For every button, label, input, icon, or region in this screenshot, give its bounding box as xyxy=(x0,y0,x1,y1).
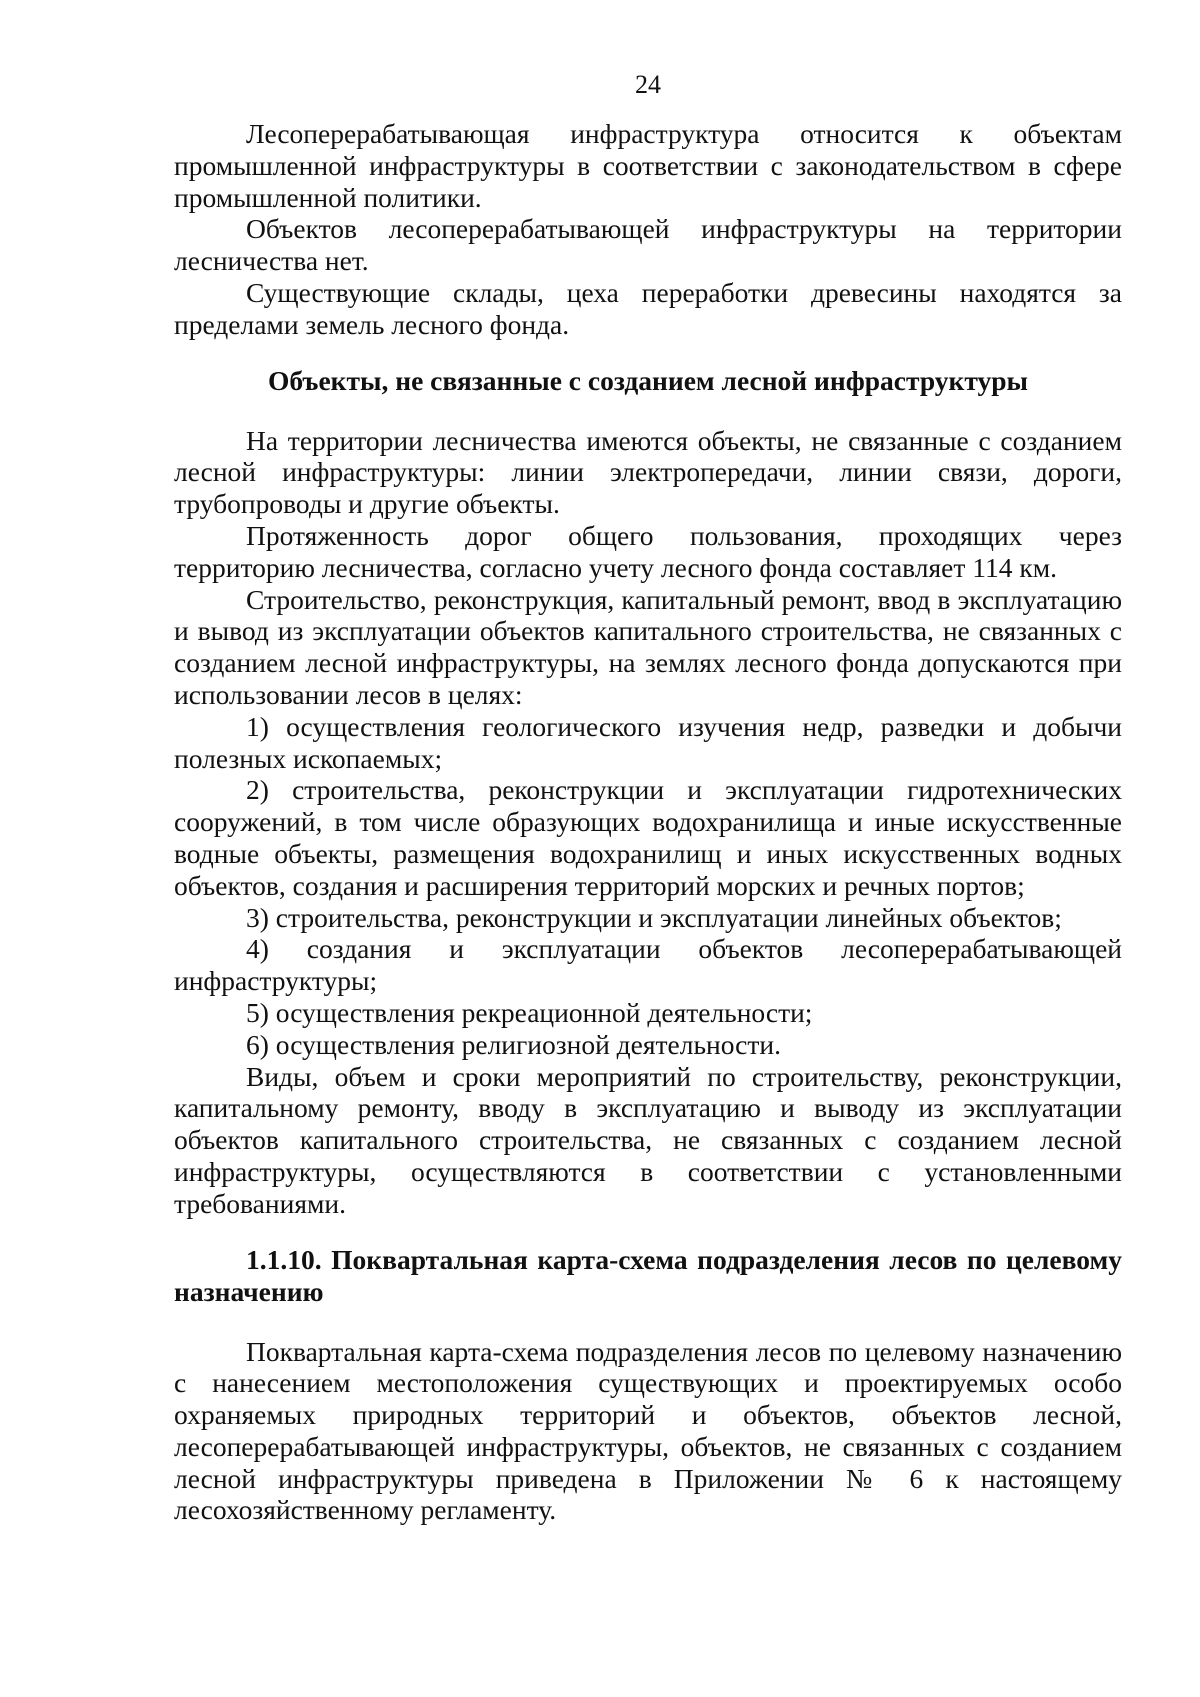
section-heading xyxy=(174,1244,1122,1308)
list-item: 2) строительства, реконструкции и эксплуатации гидротехнических сооружений, в том числе образующих водохранилища и иные искусственные водные объекты, размещения водохранилищ и иных искусственных водных объектов, создания и расширения территорий морских и речных портов; xyxy=(174,774,1122,901)
list-item: 4) создания и эксплуатации объектов лесоперерабатывающей инфраструктуры; xyxy=(174,933,1122,997)
paragraph: Строительство, реконструкция, капитальный ремонт, ввод в эксплуатацию и вывод из эксплуатации объектов капитального строительства, не связанных с созданием лесной инфраструктуры, на землях лесного фонда допускаются при использовании лесов в целях: xyxy=(174,583,1122,710)
paragraph: Поквартальная карта-схема подразделения лесов по целевому назначению с нанесением местоположения существующих и проектируемых особо охраняемых природных территорий и объектов, объектов лесной, лесоперерабатывающей инфраструктуры, объектов, не связанных с созданием лесной инфраструктуры приведена в Приложении № 6 к настоящему лесохозяйственному регламенту. xyxy=(174,1335,1122,1526)
paragraph: Объектов лесоперерабатывающей инфраструктуры на территории лесничества нет. xyxy=(174,213,1122,277)
subsection-heading: Объекты, не связанные с созданием лесной инфраструктуры xyxy=(267,364,1029,396)
paragraph: На территории лесничества имеются объекты, не связанные с созданием лесной инфраструктуры: линии электропередачи, линии связи, дороги, трубопроводы и другие объекты. xyxy=(174,424,1122,520)
section-number: 1.1.10. xyxy=(246,1243,322,1275)
document-page xyxy=(174,70,1122,1526)
list-item: 5) осуществления рекреационной деятельности; xyxy=(246,996,813,1028)
paragraph: Лесоперерабатывающая инфраструктура относится к объектам промышленной инфраструктуры в соответствии с законодательством в сфере промышленной политики. xyxy=(174,118,1122,213)
section-title: Поквартальная карта-схема подразделения лесов по целевому назначению xyxy=(174,1243,1122,1307)
list-item: 6) осуществления религиозной деятельности. xyxy=(246,1028,781,1060)
paragraph: Протяженность дорог общего пользования, проходящих через территорию лесничества, согласно учету лесного фонда составляет 114 км. xyxy=(174,519,1122,583)
paragraph: Существующие склады, цеха переработки древесины находятся за пределами земель лесного фонда. xyxy=(174,276,1122,340)
paragraph: Виды, объем и сроки мероприятий по строительству, реконструкции, капитальному ремонту, вводу в эксплуатацию и выводу из эксплуатации объектов капитального строительства, не связанных с созданием лесной инфраструктуры, осуществляются в соответствии с установленными требованиями. xyxy=(174,1060,1122,1219)
list-item: 1) осуществления геологического изучения недр, разведки и добычи полезных ископаемых; xyxy=(174,710,1122,774)
page-number: 24 xyxy=(635,70,661,99)
list-item: 3) строительства, реконструкции и эксплуатации линейных объектов; xyxy=(246,901,1062,933)
